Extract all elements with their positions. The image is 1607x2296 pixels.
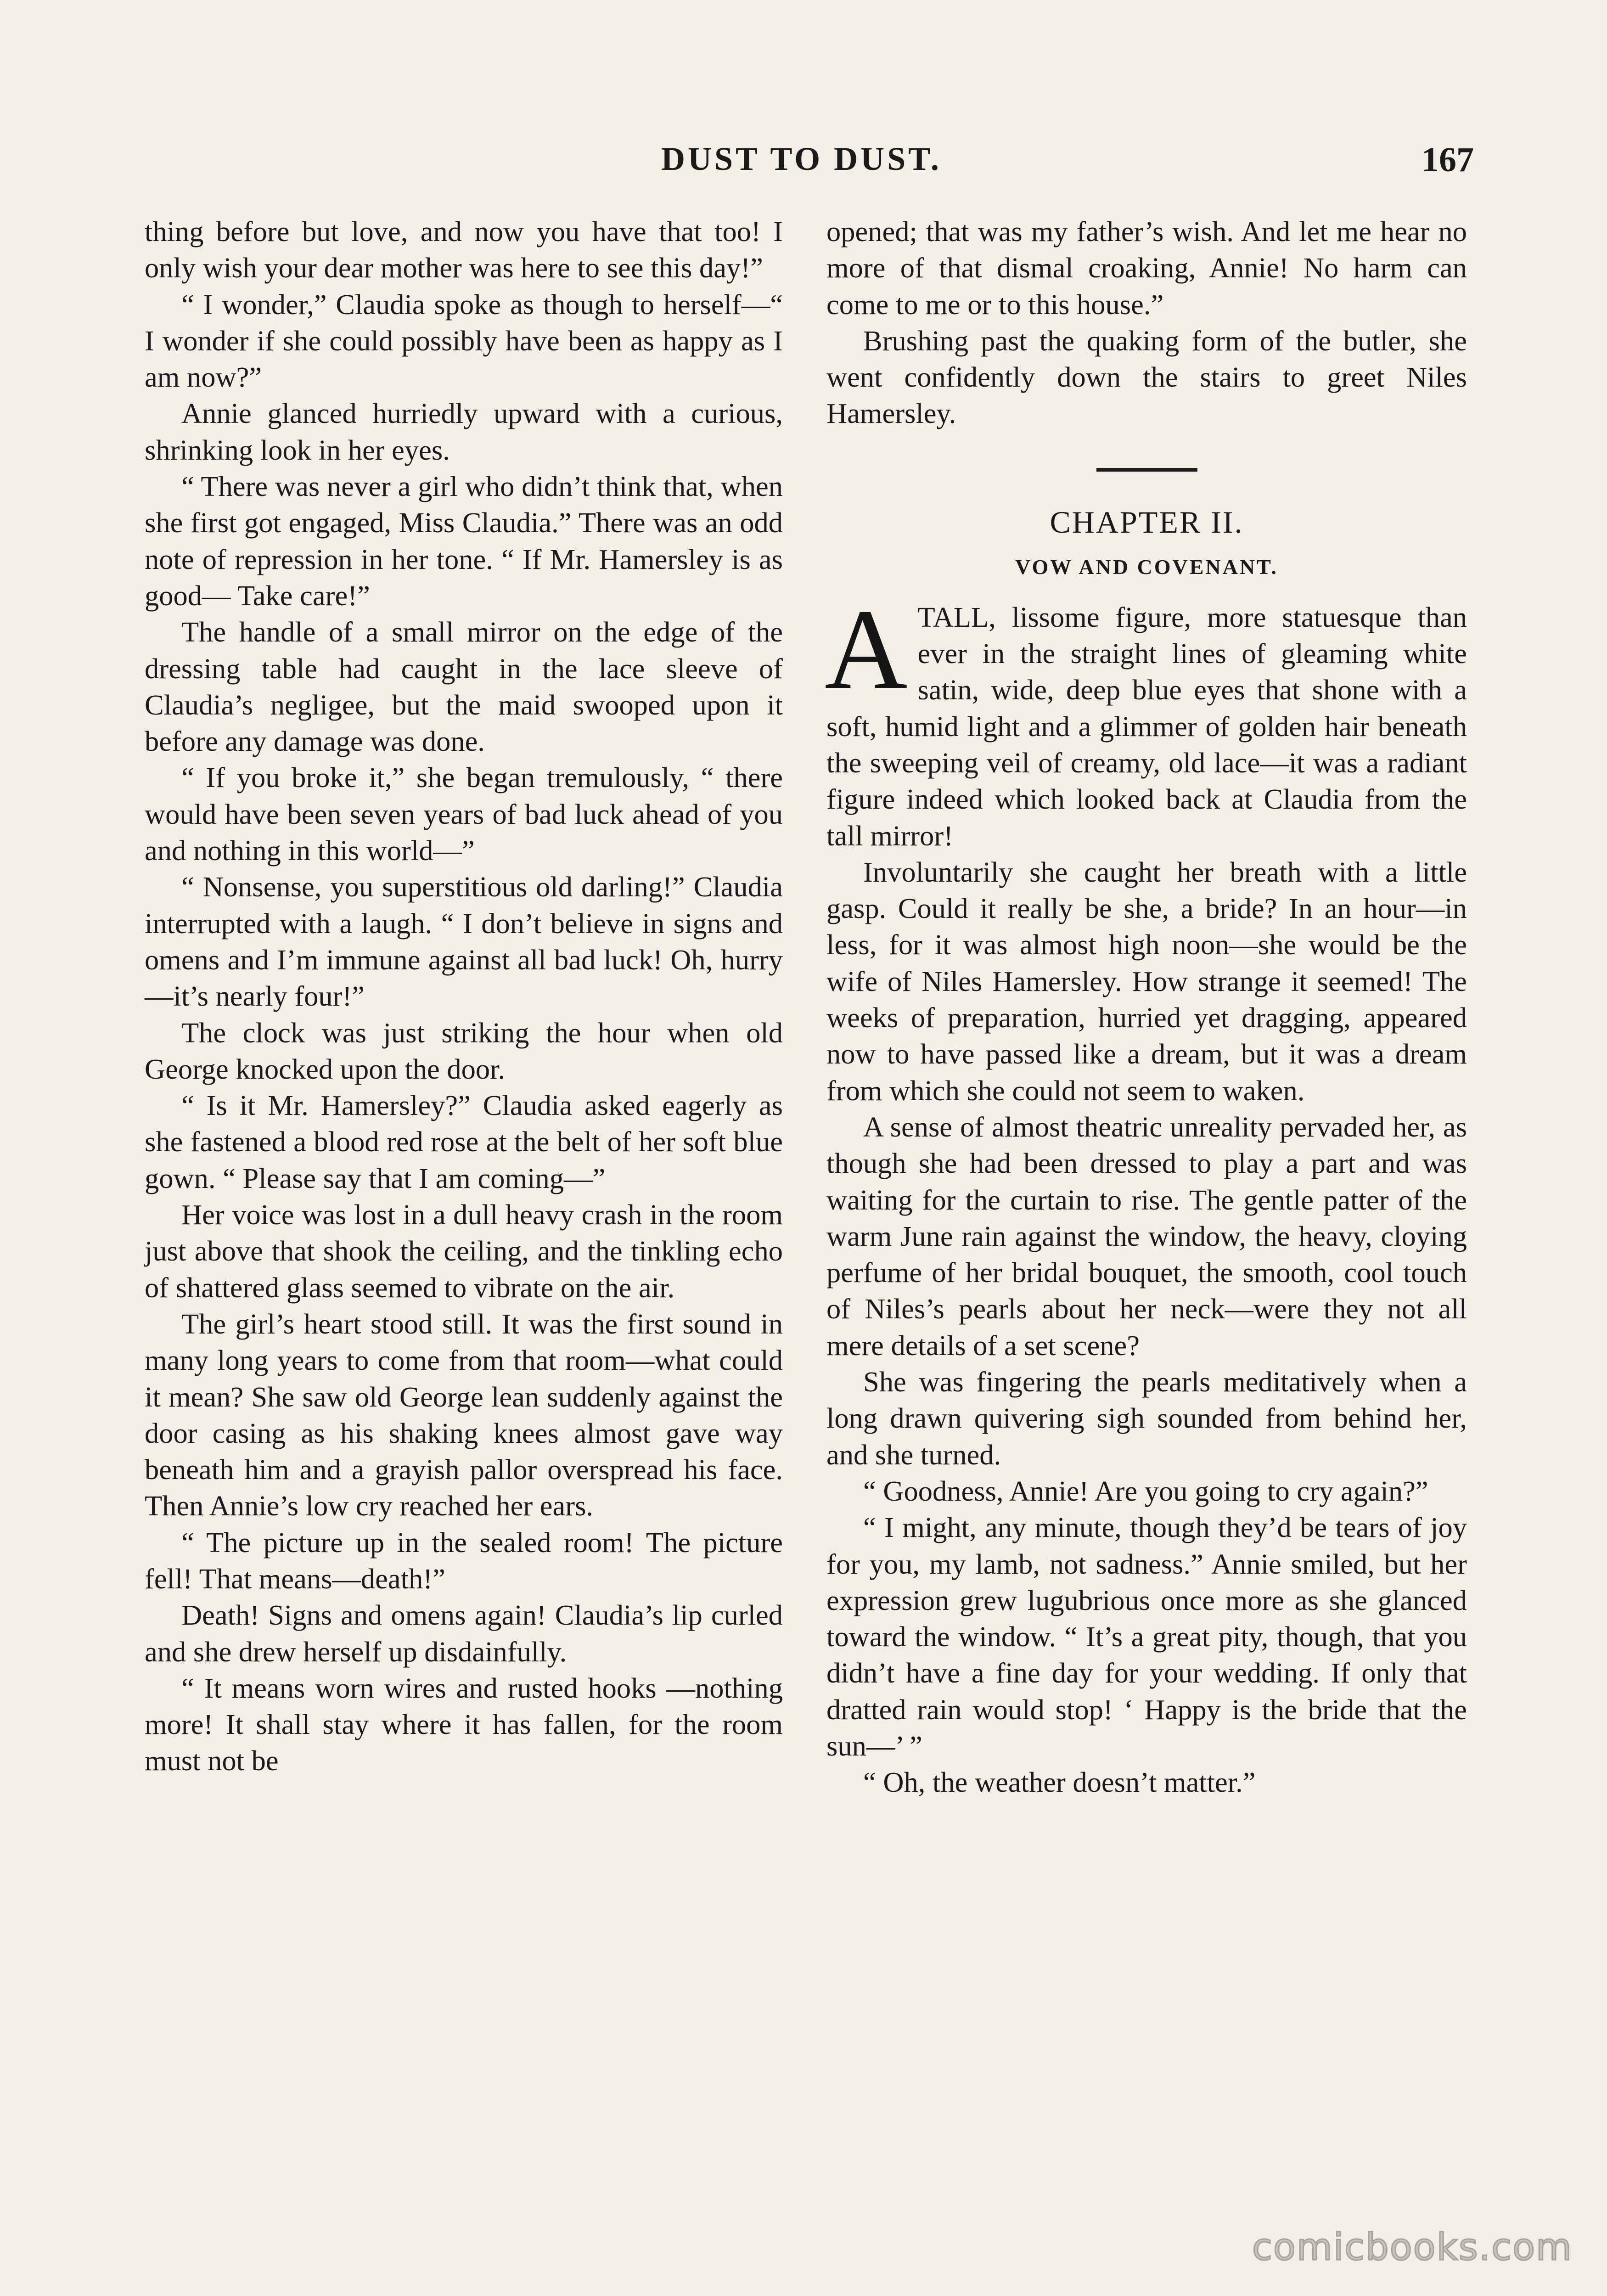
running-title: DUST TO DUST. (661, 141, 942, 177)
right-column-top-text (826, 214, 1467, 432)
paragraph: “ Goodness, Annie! Are you going to cry again?” (863, 1474, 1428, 1507)
running-header (661, 140, 1474, 191)
chapter-opening-paragraph (825, 585, 1467, 854)
right-column-bottom-text (826, 854, 1467, 1801)
paragraph: Death! Signs and omens again! Claudia’s lip curled and she drew herself up disdainfully. (145, 1599, 783, 1668)
paragraph: Brushing past the quaking form of the butler, she went confidently down the stairs to greet Niles Hamersley. (826, 324, 1467, 430)
chapter-subheading: VOW AND COVENANT. (1015, 555, 1278, 579)
opening-paragraph-text: TALL, lissome figure, more statuesque than ever in the straight lines of gleaming white satin, wide, deep blue eyes that shone with a soft, humid light and a glimmer of golden hair beneath the sweeping veil of creamy, old lace—it was a radiant figure indeed which looked back at Claudia from the tall mirror! (826, 601, 1467, 852)
paragraph: thing before but love, and now you have that too! I only wish your dear mother was here to see this day!” (145, 215, 783, 284)
paragraph: “ It means worn wires and rusted hooks —nothing more! It shall stay where it has fallen, for the room must not be (145, 1671, 783, 1777)
paragraph: She was fingering the pearls meditatively when a long drawn quivering sigh sounded from behind her, and she turned. (826, 1366, 1467, 1471)
paragraph: A sense of almost theatric unreality pervaded her, as though she had been dressed to play a part and was waiting for the curtain to rise. The gentle patter of the warm June rain against the window, the heavy, cloying perfume of her bridal bouquet, the smooth, cool touch of Niles’s pearls about her neck—were they not all mere details of a set scene? (826, 1110, 1467, 1362)
paragraph: “ Is it Mr. Hamersley?” Claudia asked eagerly as she fastened a blood red rose at the belt of her soft blue gown. “ Please say that I am coming—” (145, 1089, 783, 1194)
paragraph: “ Nonsense, you superstitious old darling!” Claudia interrupted with a laugh. “ I don’t believe in signs and omens and I’m immune against all bad luck! Oh, hurry—it’s nearly four!” (145, 871, 783, 1013)
section-divider-rule (1096, 468, 1197, 472)
paragraph: “ The picture up in the sealed room! The picture fell! That means—death!” (145, 1526, 783, 1595)
left-column (145, 214, 783, 1779)
paragraph: Her voice was lost in a dull heavy crash in the room just above that shook the ceiling, and the tinkling echo of shattered glass seemed to vibrate on the air. (145, 1199, 783, 1304)
watermark-logo: comicbooks.com (1252, 2226, 1573, 2268)
paragraph: The handle of a small mirror on the edge of the dressing table had caught in the lace sleeve of Claudia’s negligee, but the maid swooped upon it before any damage was done. (145, 616, 783, 758)
paragraph: “ I might, any minute, though they’d be tears of joy for you, my lamb, not sadness.” Annie smiled, but her expression grew lugubrious once more as she glanced toward the window. “ It’s a great pity, though, that you didn’t have a fine day for your wedding. If only that dratted rain would stop! ‘ Happy is the bride that the sun—’ ” (826, 1511, 1467, 1762)
paragraph: Involuntarily she caught her breath with a little gasp. Could it really be she, a bride? In an hour—in less, for it was almost high noon—she would be the wife of Niles Hamersley. How strange it seemed! The weeks of preparation, hurried yet dragging, appeared now to have passed like a dream, but it was a dream from which she could not seem to waken. (826, 855, 1467, 1107)
paragraph: “ I wonder,” Claudia spoke as though to herself—“ I wonder if she could possibly have been as happy as I am now?” (145, 288, 783, 394)
page-number: 167 (1422, 141, 1474, 179)
paragraph: Annie glanced hurriedly upward with a curious, shrinking look in her eyes. (145, 397, 783, 466)
chapter-heading: CHAPTER II. (1050, 504, 1244, 540)
paragraph: The clock was just striking the hour when old George knocked upon the door. (145, 1016, 783, 1085)
paragraph: The girl’s heart stood still. It was the first sound in many long years to come from that room—what could it mean? She saw old George lean suddenly against the door casing as his shaking knees almost gave way beneath him and a grayish pallor overspread his face. Then Annie’s low cry reached her ears. (145, 1307, 783, 1522)
right-column (826, 214, 1467, 1801)
paragraph: “ There was never a girl who didn’t think that, when she first got engaged, Miss Claudia.” There was an odd note of repression in her tone. “ If Mr. Hamersley is as good— Take care!” (145, 470, 783, 612)
drop-cap: A (825, 585, 908, 713)
paragraph: “ Oh, the weather doesn’t matter.” (863, 1766, 1256, 1799)
paragraph: opened; that was my father’s wish. And let me hear no more of that dismal croaking, Annie! No harm can come to me or to this house.” (826, 215, 1467, 321)
paragraph: “ If you broke it,” she began tremulously, “ there would have been seven years of bad luck ahead of you and nothing in this world—” (145, 761, 783, 867)
